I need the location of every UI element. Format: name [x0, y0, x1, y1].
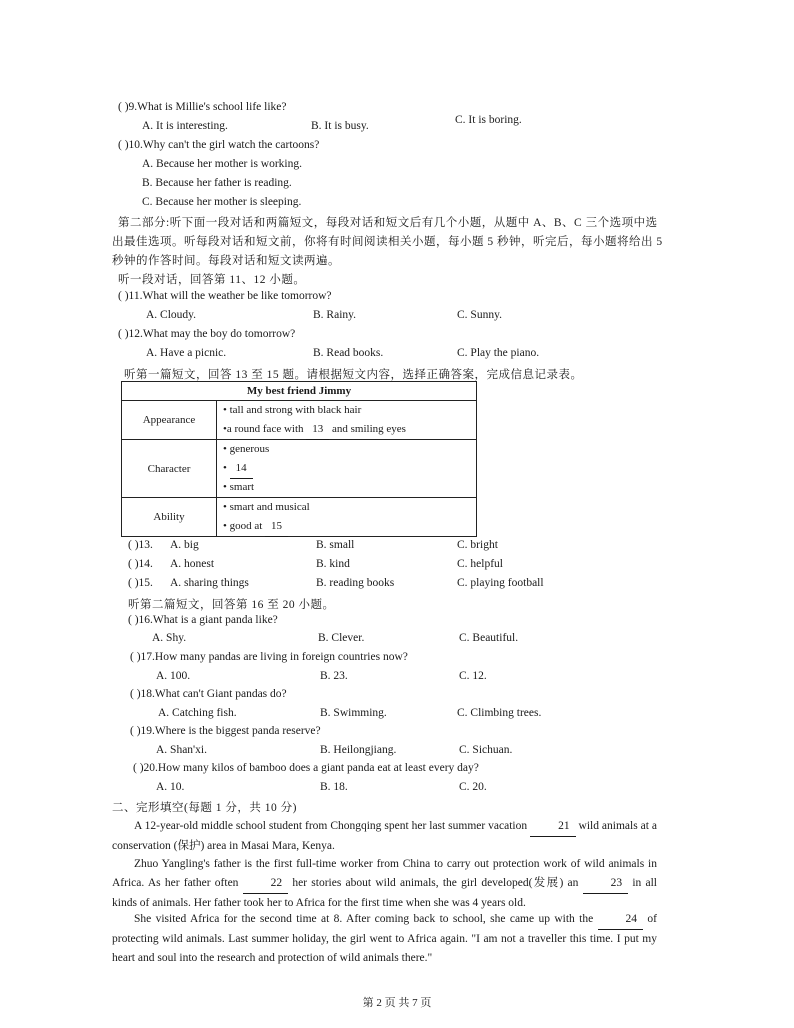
ability-cell — [217, 498, 477, 537]
q14-option-a: A. honest — [170, 558, 215, 570]
q19-stem: ( )19.Where is the biggest panda reserve? — [130, 725, 321, 737]
q16-option-c: C. Beautiful. — [459, 632, 519, 644]
passage1-intro: 听第一篇短文，回答 13 至 15 题。请根据短文内容，选择正确答案，完成信息记录表。 — [124, 369, 583, 381]
q16-stem: ( )16.What is a giant panda like? — [128, 614, 278, 626]
q20-option-a: A. 10. — [156, 781, 185, 793]
q19-option-b: B. Heilongjiang. — [320, 744, 397, 756]
appearance-item-2: •a round face with 13 and smiling eyes — [223, 420, 476, 439]
blank-13[interactable]: 13 — [306, 420, 329, 440]
q9-option-b: B. It is busy. — [311, 120, 369, 132]
q11-option-a: A. Cloudy. — [146, 309, 197, 321]
q19-option-a: A. Shan'xi. — [156, 744, 207, 756]
character-cell — [217, 440, 477, 498]
character-item-3: • smart — [223, 481, 255, 493]
blank-23[interactable]: 23 — [583, 874, 629, 894]
q11-option-b: B. Rainy. — [313, 309, 357, 321]
q15-option-a: A. sharing things — [170, 577, 249, 589]
ability-label: Ability — [122, 498, 217, 537]
part2-instructions-line1: 第二部分:听下面一段对话和两篇短文，每段对话和短文后有几个小题，从题中 A、B、C 三个选项中选 — [118, 217, 658, 229]
q10-stem: ( )10.Why can't the girl watch the cartoons? — [118, 139, 320, 151]
appearance-item-1: • tall and strong with black hair — [223, 404, 362, 416]
q18-stem: ( )18.What can't Giant pandas do? — [130, 688, 287, 700]
ability-item-2: • good at 15 — [223, 517, 476, 536]
q20-stem: ( )20.How many kilos of bamboo does a giant panda eat at least every day? — [133, 762, 479, 774]
part2-instructions-line3: 秒钟的作答时间。每段对话和短文读两遍。 — [112, 255, 340, 267]
q10-option-c: C. Because her mother is sleeping. — [142, 196, 302, 208]
q14-option-b: B. kind — [316, 558, 350, 570]
cloze-paragraph-2: Zhuo Yangling's father is the first full-time worker from China to carry out protection work of wild animals in Africa. As her father often 22 her stories about wild animals, the girl developed(发展) an 23 in all kinds of animals. Her father took her to Africa for the first time when she was 4 years old. — [112, 858, 658, 909]
q9-stem: ( )9.What is Millie's school life like? — [118, 101, 287, 113]
blank-24[interactable]: 24 — [598, 910, 644, 930]
q15-option-b: B. reading books — [316, 577, 395, 589]
q12-stem: ( )12.What may the boy do tomorrow? — [118, 328, 296, 340]
cloze-heading: 二、完形填空(每题 1 分，共 10 分) — [112, 802, 297, 814]
appearance-cell — [217, 401, 477, 440]
q16-option-a: A. Shy. — [152, 632, 187, 644]
q18-option-c: C. Climbing trees. — [457, 707, 542, 719]
q13-option-c: C. bright — [457, 539, 498, 551]
q20-option-b: B. 18. — [320, 781, 348, 793]
q15-option-c: C. playing football — [457, 577, 544, 589]
q12-option-b: B. Read books. — [313, 347, 384, 359]
q17-option-b: B. 23. — [320, 670, 348, 682]
q13-num: ( )13. — [128, 539, 153, 551]
blank-22[interactable]: 22 — [243, 874, 289, 894]
q16-option-b: B. Clever. — [318, 632, 365, 644]
q9-option-c: C. It is boring. — [455, 114, 522, 126]
q11-stem: ( )11.What will the weather be like tomorrow? — [118, 290, 332, 302]
ability-item-1: • smart and musical — [223, 501, 310, 513]
character-item-2: • 14 — [223, 459, 476, 478]
q17-option-c: C. 12. — [459, 670, 487, 682]
q20-option-c: C. 20. — [459, 781, 487, 793]
q14-option-c: C. helpful — [457, 558, 503, 570]
q17-option-a: A. 100. — [156, 670, 191, 682]
q12-option-a: A. Have a picnic. — [146, 347, 227, 359]
q10-option-a: A. Because her mother is working. — [142, 158, 303, 170]
cloze-paragraph-3: She visited Africa for the second time at 8. After coming back to school, she came up with the 24 of protecting wild animals. Last summer holiday, the girl went to Africa again. "I am not a traveller this time. I put my heart and soul into the research and protection of wild animals there." — [112, 910, 657, 968]
q12-option-c: C. Play the piano. — [457, 347, 540, 359]
page-footer: 第 2 页 共 7 页 — [362, 997, 432, 1009]
dialogue-intro: 听一段对话，回答第 11、12 小题。 — [118, 274, 306, 286]
blank-21[interactable]: 21 — [530, 817, 576, 837]
character-label: Character — [122, 440, 217, 498]
q13-option-b: B. small — [316, 539, 355, 551]
q14-num: ( )14. — [128, 558, 153, 570]
q13-option-a: A. big — [170, 539, 199, 551]
appearance-label: Appearance — [122, 401, 217, 440]
q19-option-c: C. Sichuan. — [459, 744, 513, 756]
q9-option-a: A. It is interesting. — [142, 120, 228, 132]
q15-num: ( )15. — [128, 577, 153, 589]
passage2-intro: 听第二篇短文，回答第 16 至 20 小题。 — [128, 599, 335, 611]
q10-option-b: B. Because her father is reading. — [142, 177, 292, 189]
info-record-table — [121, 381, 477, 537]
table-title: My best friend Jimmy — [122, 382, 477, 401]
part2-instructions-line2: 出最佳选项。听每段对话和短文前，你将有时间阅读相关小题，每小题 5 秒钟，听完后，每小题将给出 5 — [112, 236, 663, 248]
q18-option-b: B. Swimming. — [320, 707, 387, 719]
blank-15[interactable]: 15 — [265, 517, 288, 537]
blank-14[interactable]: 14 — [230, 459, 253, 479]
q17-stem: ( )17.How many pandas are living in foreign countries now? — [130, 651, 408, 663]
q11-option-c: C. Sunny. — [457, 309, 502, 321]
character-item-1: • generous — [223, 443, 270, 455]
q18-option-a: A. Catching fish. — [158, 707, 237, 719]
cloze-paragraph-1: A 12-year-old middle school student from Chongqing spent her last summer vacation 21 wild animals at a conservation (保护) area in Masai Mara, Kenya. — [112, 817, 657, 856]
